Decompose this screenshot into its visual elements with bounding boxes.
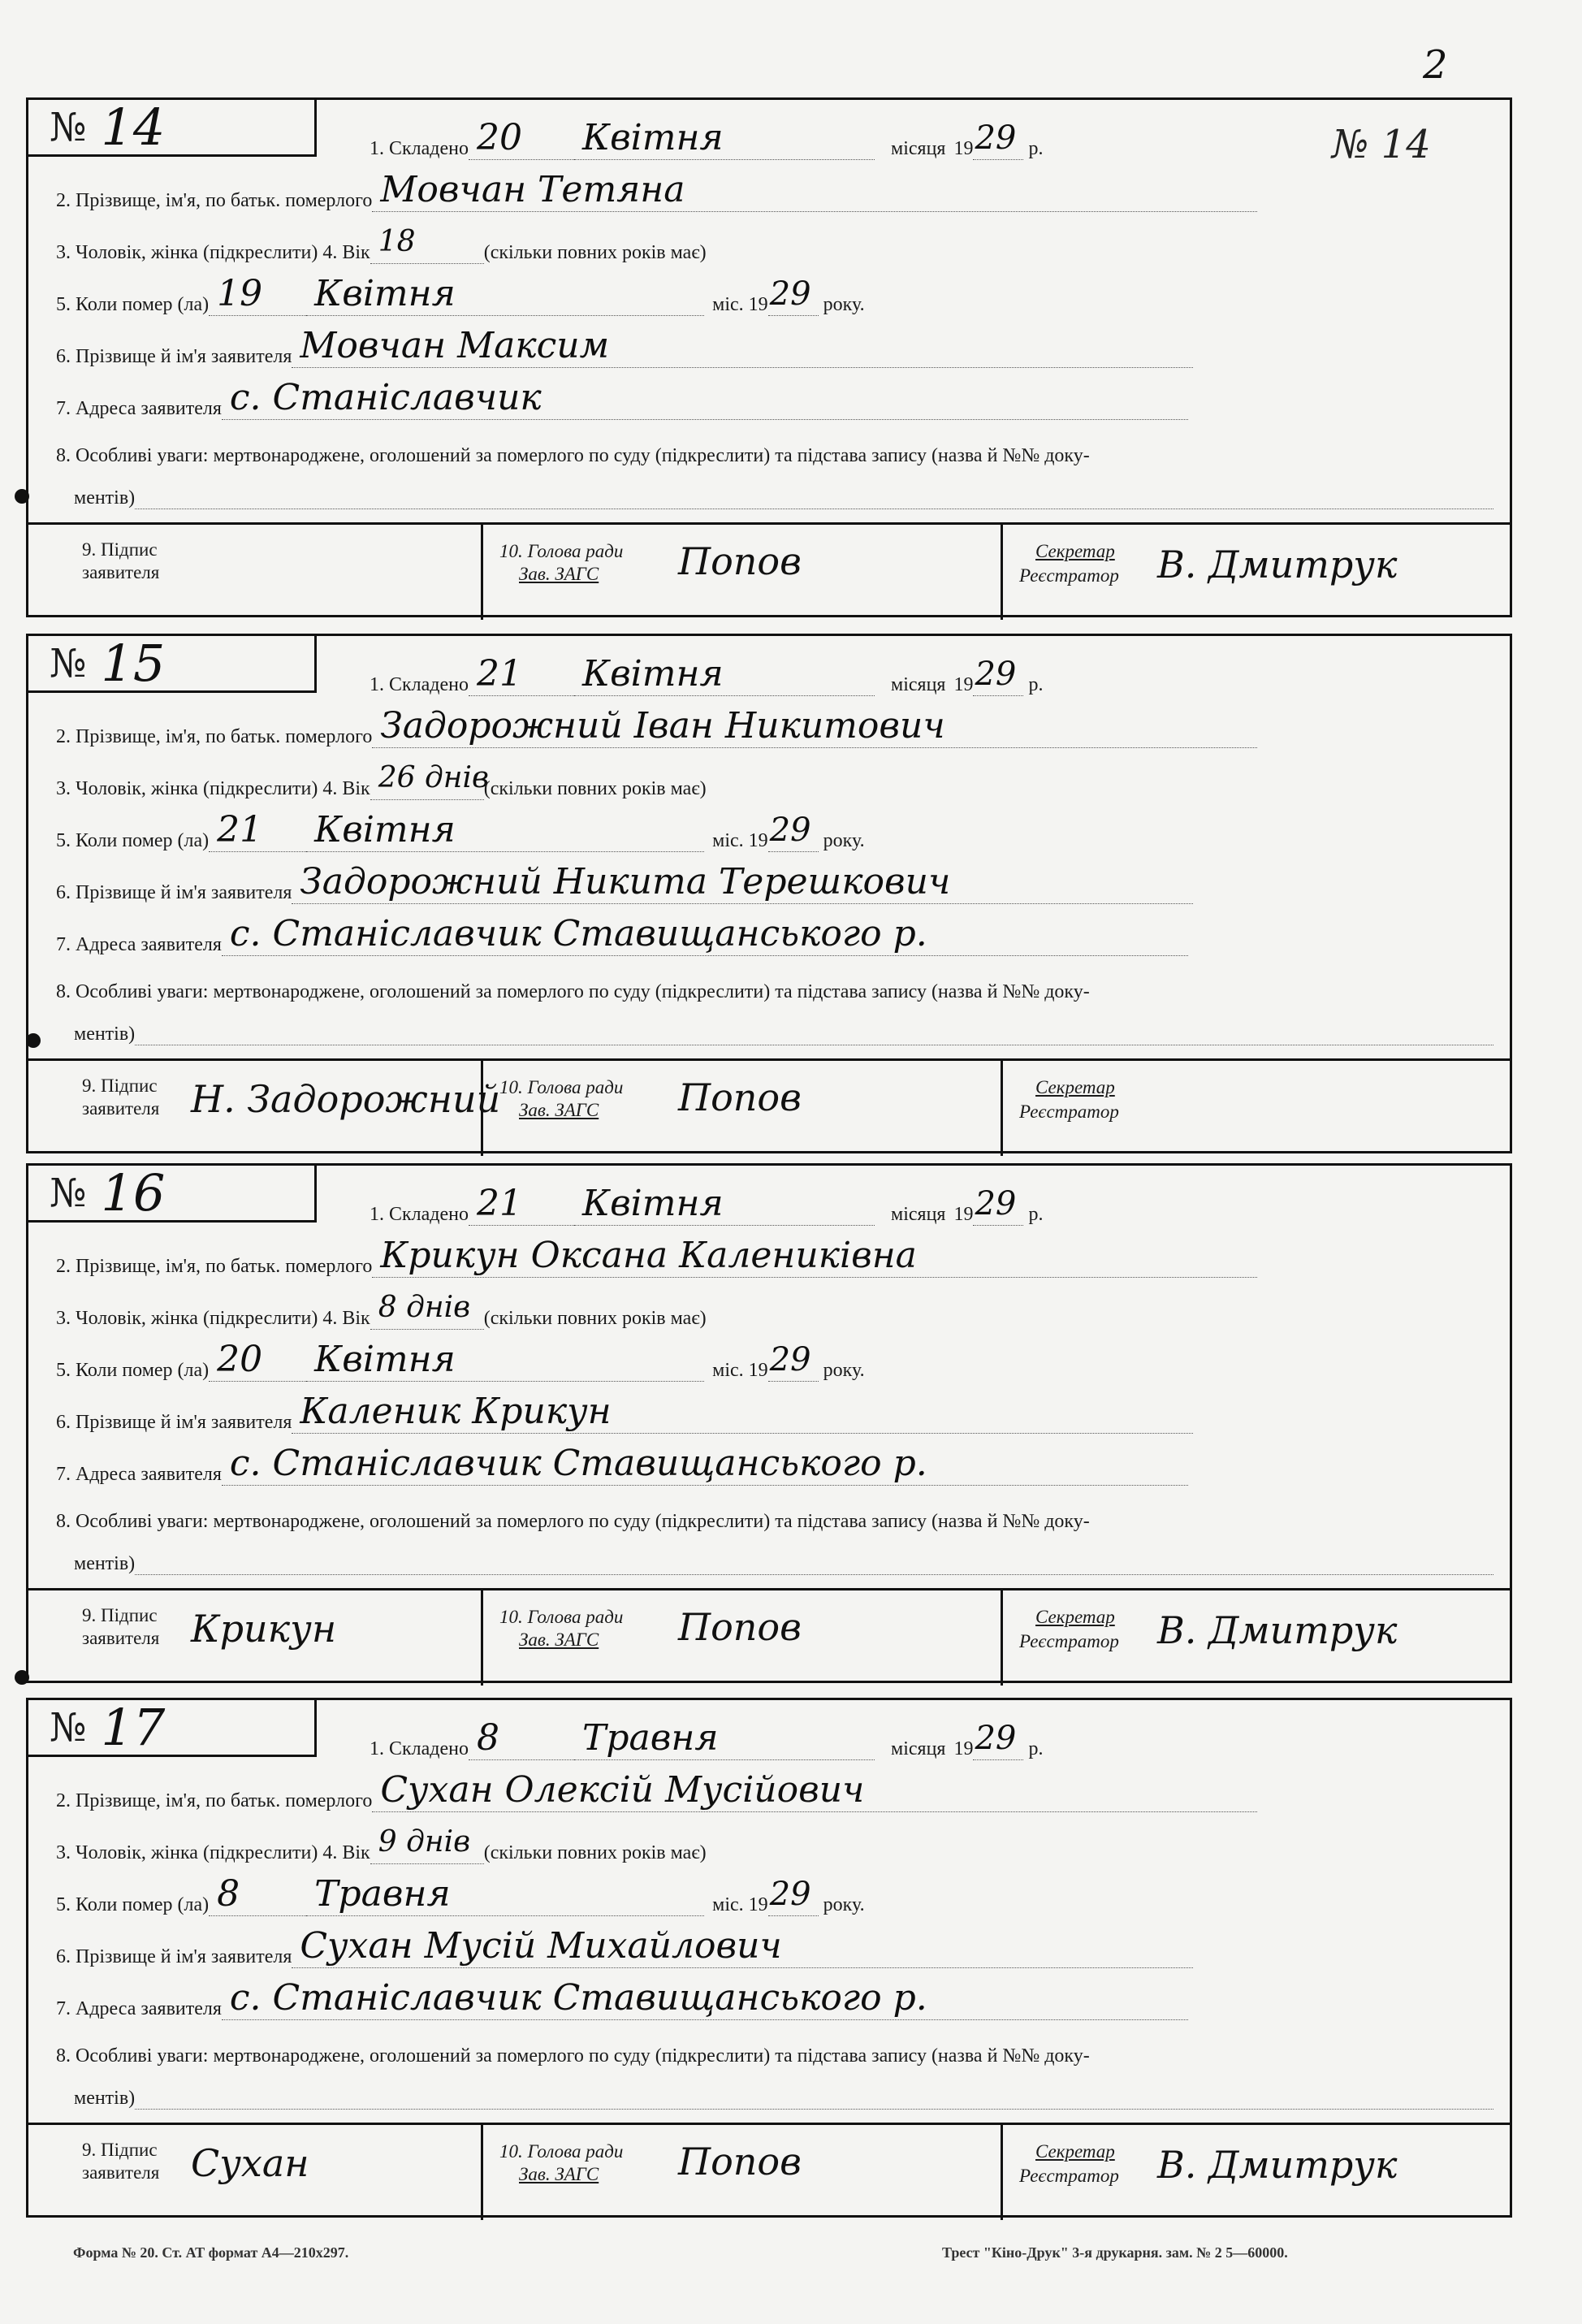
line-deceased <box>56 699 1493 748</box>
deceased-age: 18 <box>370 221 484 264</box>
line-notes-cont <box>74 461 1493 509</box>
signature-row <box>28 1058 1510 1156</box>
line-composed <box>370 1712 1493 1760</box>
label-composed: 1. Складено <box>370 674 469 695</box>
applicant-address: с. Станіславчик <box>222 377 1188 420</box>
death-month: Квітня <box>306 1339 704 1382</box>
label-age-note: (скільки повних років має) <box>483 1842 707 1863</box>
composed-year: 29 <box>973 1183 1023 1226</box>
label-sign-applicant-1: 9. Підпис <box>82 2140 158 2160</box>
line-composed <box>370 1177 1493 1226</box>
label-head-1: 10. Голова ради <box>499 2141 624 2162</box>
death-month: Квітня <box>306 273 704 316</box>
label-when-died: 5. Коли помер (ла) <box>56 294 210 315</box>
head-signature: Попов <box>678 1075 802 1119</box>
label-applicant-name: 6. Прізвище й ім'я заявителя <box>56 882 292 903</box>
label-husband-wife: 3. Чоловік, жінка (підкреслити) 4. Вік <box>56 1308 370 1329</box>
applicant-signature-cell <box>28 2125 483 2220</box>
label-year-word: року. <box>823 1894 865 1915</box>
head-signature: Попов <box>678 1605 802 1649</box>
signature-row <box>28 2123 1510 2220</box>
label-secretary: Секретар <box>1035 1607 1115 1627</box>
line-notes <box>56 418 1493 467</box>
composed-day: 20 <box>469 117 574 160</box>
label-month: місяця <box>891 1738 946 1759</box>
secretary-signature: В. Дмитрук <box>1157 1608 1398 1652</box>
label-applicant-name: 6. Прізвище й ім'я заявителя <box>56 346 292 367</box>
label-year-prefix: 19 <box>953 138 974 159</box>
applicant-signature: Крикун <box>191 1607 337 1651</box>
label-applicant-name: 6. Прізвище й ім'я заявителя <box>56 1946 292 1967</box>
label-year-word: року. <box>823 830 865 851</box>
applicant-signature-cell <box>28 1061 501 1156</box>
line-age <box>56 751 1493 800</box>
death-month: Квітня <box>306 809 704 852</box>
death-record <box>26 97 1512 617</box>
composed-month: Квітня <box>574 117 875 160</box>
label-month: місяця <box>891 674 946 695</box>
label-when-died: 5. Коли помер (ла) <box>56 1894 210 1915</box>
applicant-address: с. Станіславчик Ставищанського р. <box>222 1443 1188 1486</box>
line-notes-cont <box>74 997 1493 1045</box>
death-year: 29 <box>768 809 819 852</box>
label-year-word: року. <box>823 1360 865 1381</box>
label-composed: 1. Складено <box>370 1738 469 1759</box>
label-applicant-name: 6. Прізвище й ім'я заявителя <box>56 1412 292 1433</box>
label-registrar: Реєстратор <box>1019 2166 1119 2186</box>
composed-month: Квітня <box>574 653 875 696</box>
line-death-date <box>56 1333 1493 1382</box>
label-head-2: Зав. ЗАГС <box>519 1100 599 1120</box>
deceased-age: 8 днів <box>370 1287 484 1330</box>
label-r: р. <box>1028 674 1044 695</box>
death-record <box>26 634 1512 1153</box>
applicant-name: Сухан Мусій Михайлович <box>292 1925 1193 1968</box>
label-year-prefix: 19 <box>953 1204 974 1225</box>
line-applicant <box>56 1919 1493 1968</box>
line-death-date <box>56 1867 1493 1916</box>
notes-blank <box>135 2083 1493 2110</box>
label-year-word: року. <box>823 294 865 315</box>
composed-month: Квітня <box>574 1183 875 1226</box>
label-notes-2: ментів) <box>74 1024 136 1045</box>
line-composed <box>370 111 1493 160</box>
line-age <box>56 1815 1493 1864</box>
label-composed: 1. Складено <box>370 138 469 159</box>
footer-printer-info: Трест "Кіно-Друк" 3-я друкарня. зам. № 2 5—60000. <box>942 2244 1288 2261</box>
head-signature: Попов <box>678 2140 802 2183</box>
line-applicant <box>56 1385 1493 1434</box>
label-applicant-address: 7. Адреса заявителя <box>56 1464 222 1485</box>
label-surname: 2. Прізвище, ім'я, по батьк. померлого <box>56 1256 373 1277</box>
signature-row <box>28 522 1510 620</box>
label-notes-1: 8. Особливі уваги: мертвонароджене, оголошений за померлого по суду (підкреслити) та підстава запису (назва й №№ доку- <box>56 981 1090 1002</box>
death-record <box>26 1698 1512 2218</box>
label-registrar: Реєстратор <box>1019 565 1119 586</box>
line-age <box>56 215 1493 264</box>
label-husband-wife: 3. Чоловік, жінка (підкреслити) 4. Вік <box>56 1842 370 1863</box>
composed-day: 8 <box>469 1717 574 1760</box>
line-address <box>56 907 1493 956</box>
applicant-address: с. Станіславчик Ставищанського р. <box>222 913 1188 956</box>
composed-year: 29 <box>973 653 1023 696</box>
label-notes-1: 8. Особливі уваги: мертвонароджене, оголошений за померлого по суду (підкреслити) та підстава запису (назва й №№ доку- <box>56 445 1090 466</box>
label-sign-applicant-1: 9. Підпис <box>82 1075 158 1096</box>
secretary-signature-cell <box>1003 525 1510 620</box>
head-signature-cell <box>483 1590 1003 1686</box>
label-age-note: (скільки повних років має) <box>483 778 707 799</box>
death-year: 29 <box>768 1873 819 1916</box>
record-number: 15 <box>101 634 166 693</box>
label-age-note: (скільки повних років має) <box>483 242 707 263</box>
label-secretary: Секретар <box>1035 2141 1115 2162</box>
label-mis: міс. 19 <box>712 1360 768 1381</box>
applicant-name: Мовчан Максим <box>292 325 1193 368</box>
line-address <box>56 1437 1493 1486</box>
notes-blank <box>135 1019 1493 1045</box>
label-sign-applicant-1: 9. Підпис <box>82 539 158 560</box>
label-secretary: Секретар <box>1035 1077 1115 1097</box>
applicant-signature: Сухан <box>191 2141 309 2185</box>
death-year: 29 <box>768 1339 819 1382</box>
deceased-name: Крикун Оксана Калениківна <box>372 1235 1257 1278</box>
label-surname: 2. Прізвище, ім'я, по батьк. померлого <box>56 1790 373 1811</box>
label-husband-wife: 3. Чоловік, жінка (підкреслити) 4. Вік <box>56 778 370 799</box>
line-notes <box>56 954 1493 1003</box>
label-composed: 1. Складено <box>370 1204 469 1225</box>
applicant-signature-cell <box>28 1590 483 1686</box>
death-month: Травня <box>306 1873 704 1916</box>
applicant-name: Каленик Крикун <box>292 1391 1193 1434</box>
label-sign-applicant-2: заявителя <box>82 562 160 582</box>
label-head-1: 10. Голова ради <box>499 541 624 561</box>
composed-day: 21 <box>469 653 574 696</box>
record-number-box <box>28 636 317 693</box>
secretary-signature-cell <box>1003 2125 1510 2220</box>
notes-blank <box>135 1548 1493 1575</box>
composed-month: Травня <box>574 1717 875 1760</box>
label-head-2: Зав. ЗАГС <box>519 2164 599 2184</box>
deceased-name: Задорожний Іван Никитович <box>372 705 1257 748</box>
label-year-prefix: 19 <box>953 1738 974 1759</box>
head-signature-cell <box>483 1061 1003 1156</box>
death-year: 29 <box>768 273 819 316</box>
label-head-1: 10. Голова ради <box>499 1607 624 1627</box>
composed-year: 29 <box>973 117 1023 160</box>
line-death-date <box>56 803 1493 852</box>
label-r: р. <box>1028 1738 1044 1759</box>
secretary-signature-cell <box>1003 1061 1510 1156</box>
applicant-name: Задорожний Никита Терешкович <box>292 861 1193 904</box>
label-mis: міс. 19 <box>712 1894 768 1915</box>
corner-mark: № 14 <box>1332 122 1431 167</box>
label-surname: 2. Прізвище, ім'я, по батьк. померлого <box>56 726 373 747</box>
secretary-signature: В. Дмитрук <box>1157 2143 1398 2187</box>
label-notes-2: ментів) <box>74 487 136 509</box>
line-address <box>56 371 1493 420</box>
label-notes-1: 8. Особливі уваги: мертвонароджене, оголошений за померлого по суду (підкреслити) та підстава запису (назва й №№ доку- <box>56 2045 1090 2066</box>
deceased-name: Сухан Олексій Мусійович <box>372 1769 1257 1812</box>
death-record <box>26 1163 1512 1683</box>
label-applicant-address: 7. Адреса заявителя <box>56 934 222 955</box>
label-month: місяця <box>891 1204 946 1225</box>
record-number-box <box>28 1163 317 1223</box>
line-deceased <box>56 1229 1493 1278</box>
line-deceased <box>56 1764 1493 1812</box>
label-applicant-address: 7. Адреса заявителя <box>56 1998 222 2019</box>
label-year-prefix: 19 <box>953 674 974 695</box>
label-month: місяця <box>891 138 946 159</box>
label-applicant-address: 7. Адреса заявителя <box>56 398 222 419</box>
label-r: р. <box>1028 1204 1044 1225</box>
label-sign-applicant-2: заявителя <box>82 1098 160 1119</box>
notes-blank <box>135 483 1493 509</box>
label-sign-applicant-1: 9. Підпис <box>82 1605 158 1625</box>
footer-form-info: Форма № 20. Ст. АТ формат А4—210x297. <box>73 2244 349 2261</box>
label-when-died: 5. Коли помер (ла) <box>56 1360 210 1381</box>
label-husband-wife: 3. Чоловік, жінка (підкреслити) 4. Вік <box>56 242 370 263</box>
line-applicant <box>56 855 1493 904</box>
label-head-2: Зав. ЗАГС <box>519 564 599 584</box>
secretary-signature: В. Дмитрук <box>1157 543 1398 586</box>
head-signature: Попов <box>678 539 802 583</box>
line-address <box>56 1971 1493 2020</box>
label-mis: міс. 19 <box>712 830 768 851</box>
composed-day: 21 <box>469 1183 574 1226</box>
deceased-name: Мовчан Тетяна <box>372 169 1257 212</box>
head-signature-cell <box>483 525 1003 620</box>
line-age <box>56 1281 1493 1330</box>
label-head-1: 10. Голова ради <box>499 1077 624 1097</box>
label-surname: 2. Прізвище, ім'я, по батьк. померлого <box>56 190 373 211</box>
label-r: р. <box>1028 138 1044 159</box>
line-notes <box>56 2019 1493 2067</box>
label-mis: міс. 19 <box>712 294 768 315</box>
label-secretary: Секретар <box>1035 541 1115 561</box>
number-sign: № <box>50 104 87 150</box>
record-number: 14 <box>101 97 166 157</box>
label-registrar: Реєстратор <box>1019 1631 1119 1651</box>
number-sign: № <box>50 1170 87 1216</box>
applicant-address: с. Станіславчик Ставищанського р. <box>222 1977 1188 2020</box>
page-number: 2 <box>1423 42 1448 88</box>
secretary-signature-cell <box>1003 1590 1510 1686</box>
label-sign-applicant-2: заявителя <box>82 2162 160 2183</box>
record-number: 17 <box>101 1698 166 1757</box>
label-notes-2: ментів) <box>74 1553 136 1574</box>
line-death-date <box>56 267 1493 316</box>
label-notes-1: 8. Особливі уваги: мертвонароджене, оголошений за померлого по суду (підкреслити) та підстава запису (назва й №№ доку- <box>56 1511 1090 1532</box>
line-applicant <box>56 319 1493 368</box>
label-notes-2: ментів) <box>74 2088 136 2109</box>
number-sign: № <box>50 640 87 686</box>
death-day: 8 <box>209 1873 306 1916</box>
composed-year: 29 <box>973 1717 1023 1760</box>
label-when-died: 5. Коли помер (ла) <box>56 830 210 851</box>
death-day: 19 <box>209 273 306 316</box>
death-day: 20 <box>209 1339 306 1382</box>
label-sign-applicant-2: заявителя <box>82 1628 160 1648</box>
label-registrar: Реєстратор <box>1019 1101 1119 1122</box>
head-signature-cell <box>483 2125 1003 2220</box>
record-number: 16 <box>101 1163 166 1223</box>
deceased-age: 26 днів <box>370 757 484 800</box>
record-number-box <box>28 1700 317 1757</box>
death-day: 21 <box>209 809 306 852</box>
label-head-2: Зав. ЗАГС <box>519 1629 599 1650</box>
deceased-age: 9 днів <box>370 1821 484 1864</box>
number-sign: № <box>50 1704 87 1751</box>
applicant-signature-cell <box>28 525 483 620</box>
line-deceased <box>56 163 1493 212</box>
record-number-box <box>28 97 317 157</box>
label-age-note: (скільки повних років має) <box>483 1308 707 1329</box>
signature-row <box>28 1588 1510 1686</box>
line-composed <box>370 647 1493 696</box>
line-notes <box>56 1484 1493 1533</box>
line-notes-cont <box>74 1526 1493 1575</box>
line-notes-cont <box>74 2061 1493 2110</box>
applicant-signature: Н. Задорожний <box>191 1077 501 1121</box>
